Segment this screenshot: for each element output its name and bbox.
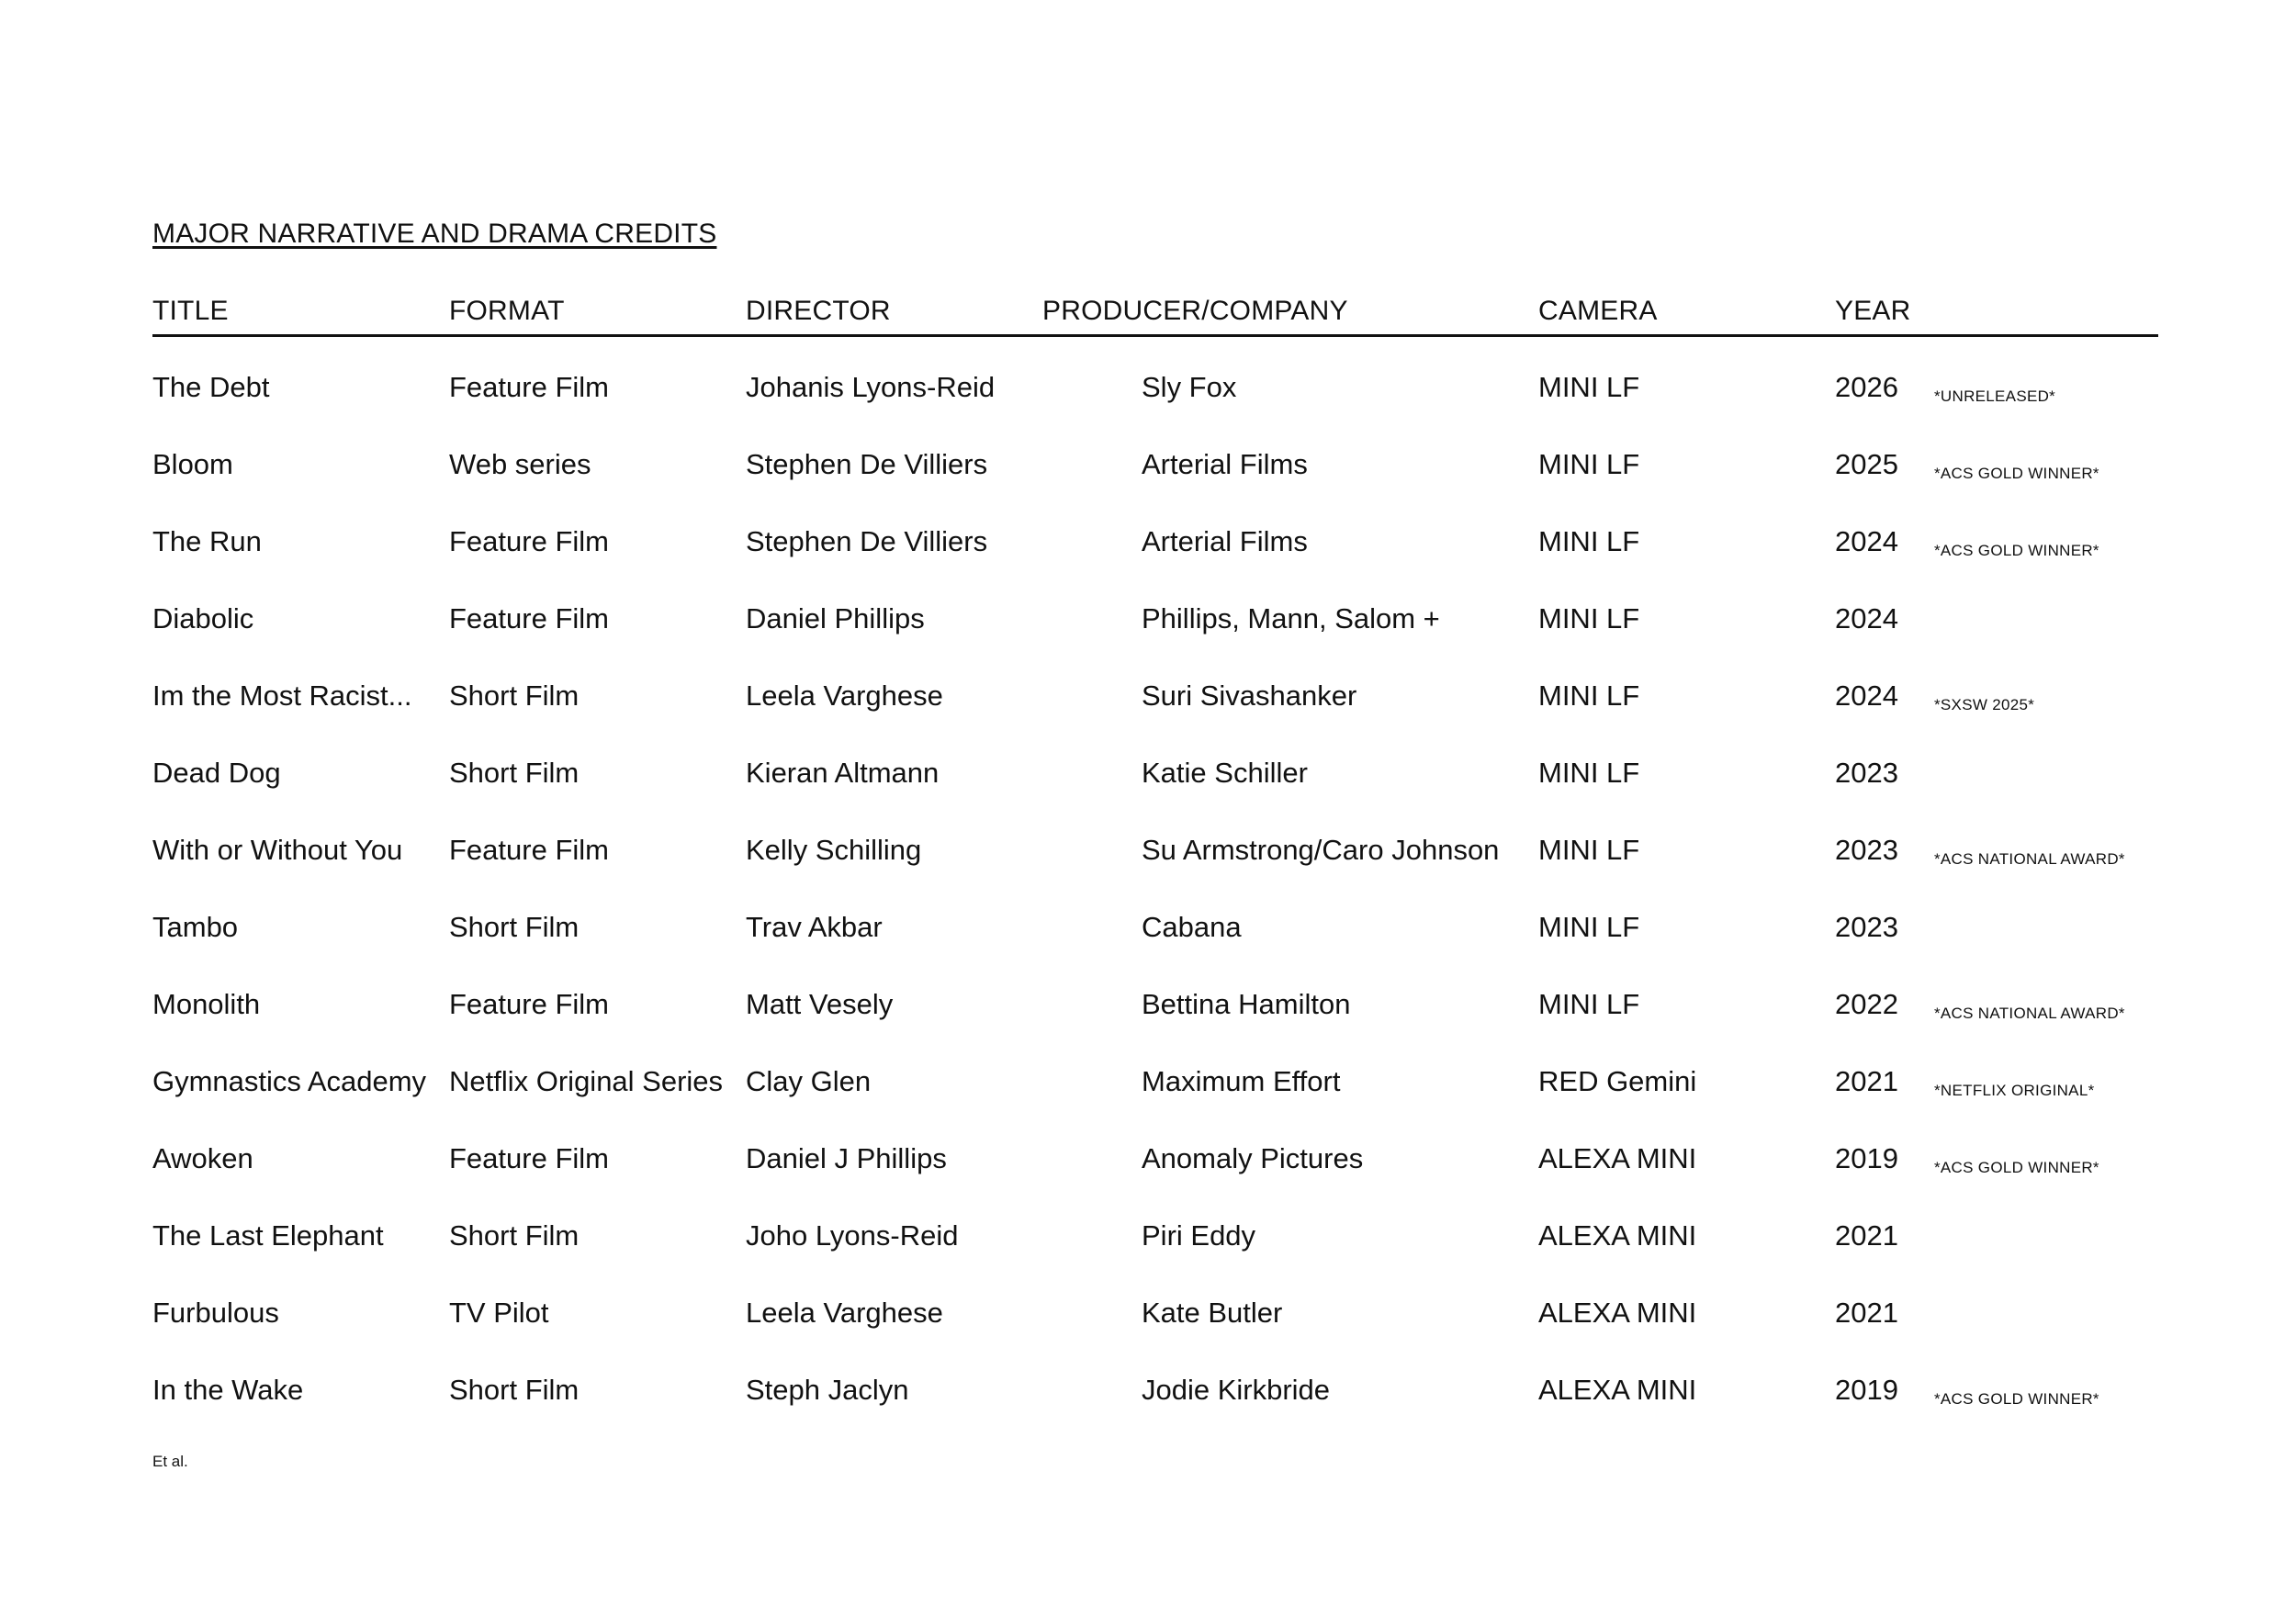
section-title: MAJOR NARRATIVE AND DRAMA CREDITS xyxy=(152,219,717,249)
credit-format: Feature Film xyxy=(449,525,609,557)
credit-producer: Anomaly Pictures xyxy=(1142,1142,1364,1174)
credit-year: 2024 xyxy=(1835,602,1898,634)
table-row xyxy=(152,448,2158,525)
credit-note: *ACS GOLD WINNER* xyxy=(1934,465,2099,482)
credit-year: 2024 xyxy=(1835,679,1898,712)
credit-title: Bloom xyxy=(152,448,233,480)
credit-title: With or Without You xyxy=(152,834,403,866)
credit-producer: Jodie Kirkbride xyxy=(1142,1374,1331,1406)
credit-format: Feature Film xyxy=(449,602,609,634)
credit-title: Im the Most Racist... xyxy=(152,679,412,712)
table-row xyxy=(152,834,2158,911)
credit-camera: ALEXA MINI xyxy=(1538,1374,1697,1406)
credit-director: Kieran Altmann xyxy=(746,757,940,789)
credit-producer: Cabana xyxy=(1142,911,1242,943)
credit-director: Daniel J Phillips xyxy=(746,1142,947,1174)
credit-year: 2024 xyxy=(1835,525,1898,557)
credit-title: Monolith xyxy=(152,988,261,1020)
credit-director: Clay Glen xyxy=(746,1065,872,1097)
credit-format: Short Film xyxy=(449,1374,580,1406)
header-producer: PRODUCER/COMPANY xyxy=(1042,296,1348,326)
credit-camera: MINI LF xyxy=(1538,988,1640,1020)
table-row xyxy=(152,1219,2158,1297)
credit-note: *SXSW 2025* xyxy=(1934,696,2035,713)
header-year: YEAR xyxy=(1835,296,1911,326)
credit-note: *ACS GOLD WINNER* xyxy=(1934,1390,2099,1408)
credit-producer: Bettina Hamilton xyxy=(1142,988,1351,1020)
credit-producer: Kate Butler xyxy=(1142,1297,1283,1329)
credit-director: Steph Jaclyn xyxy=(746,1374,909,1406)
credit-title: The Run xyxy=(152,525,262,557)
credit-title: Awoken xyxy=(152,1142,253,1174)
credit-note: *ACS GOLD WINNER* xyxy=(1934,542,2099,559)
table-header xyxy=(152,296,2158,337)
credit-producer: Piri Eddy xyxy=(1142,1219,1256,1252)
credit-format: Short Film xyxy=(449,679,580,712)
credit-format: Feature Film xyxy=(449,1142,609,1174)
credit-producer: Sly Fox xyxy=(1142,371,1237,403)
credit-title: Diabolic xyxy=(152,602,254,634)
credit-title: In the Wake xyxy=(152,1374,304,1406)
credit-director: Leela Varghese xyxy=(746,679,943,712)
credit-format: TV Pilot xyxy=(449,1297,549,1329)
credit-director: Daniel Phillips xyxy=(746,602,925,634)
table-row xyxy=(152,1297,2158,1374)
credit-format: Feature Film xyxy=(449,834,609,866)
credit-producer: Arterial Films xyxy=(1142,448,1308,480)
credit-camera: MINI LF xyxy=(1538,371,1640,403)
credit-producer: Phillips, Mann, Salom + xyxy=(1142,602,1440,634)
credit-year: 2026 xyxy=(1835,371,1898,403)
credit-note: *ACS GOLD WINNER* xyxy=(1934,1159,2099,1176)
credit-producer: Maximum Effort xyxy=(1142,1065,1341,1097)
credit-director: Stephen De Villiers xyxy=(746,448,988,480)
table-row xyxy=(152,602,2158,679)
credit-title: The Last Elephant xyxy=(152,1219,384,1252)
credit-format: Web series xyxy=(449,448,591,480)
credit-title: Dead Dog xyxy=(152,757,281,789)
credit-director: Johanis Lyons-Reid xyxy=(746,371,996,403)
credit-year: 2025 xyxy=(1835,448,1898,480)
credit-year: 2023 xyxy=(1835,911,1898,943)
credit-producer: Suri Sivashanker xyxy=(1142,679,1357,712)
credit-camera: ALEXA MINI xyxy=(1538,1219,1697,1252)
credit-camera: MINI LF xyxy=(1538,679,1640,712)
credit-year: 2021 xyxy=(1835,1297,1898,1329)
credit-director: Stephen De Villiers xyxy=(746,525,988,557)
table-row xyxy=(152,911,2158,988)
credit-note: *NETFLIX ORIGINAL* xyxy=(1934,1082,2095,1099)
credit-note: *ACS NATIONAL AWARD* xyxy=(1934,1005,2125,1022)
credit-camera: MINI LF xyxy=(1538,448,1640,480)
credit-format: Short Film xyxy=(449,1219,580,1252)
credit-year: 2019 xyxy=(1835,1142,1898,1174)
credit-format: Netflix Original Series xyxy=(449,1065,724,1097)
header-camera: CAMERA xyxy=(1538,296,1658,326)
credit-note: *UNRELEASED* xyxy=(1934,387,2056,405)
credit-camera: MINI LF xyxy=(1538,602,1640,634)
credit-title: The Debt xyxy=(152,371,270,403)
credit-year: 2021 xyxy=(1835,1219,1898,1252)
credit-year: 2021 xyxy=(1835,1065,1898,1097)
credit-title: Tambo xyxy=(152,911,239,943)
header-director: DIRECTOR xyxy=(746,296,891,326)
table-row xyxy=(152,371,2158,448)
credits-table xyxy=(152,371,2158,1451)
credit-format: Feature Film xyxy=(449,988,609,1020)
table-row xyxy=(152,988,2158,1065)
credit-director: Joho Lyons-Reid xyxy=(746,1219,959,1252)
credit-year: 2023 xyxy=(1835,757,1898,789)
credit-year: 2023 xyxy=(1835,834,1898,866)
table-row xyxy=(152,1065,2158,1142)
table-row xyxy=(152,1142,2158,1219)
credit-director: Kelly Schilling xyxy=(746,834,922,866)
credit-format: Short Film xyxy=(449,757,580,789)
table-row xyxy=(152,757,2158,834)
credit-producer: Katie Schiller xyxy=(1142,757,1308,789)
header-title: TITLE xyxy=(152,296,229,326)
table-row xyxy=(152,525,2158,602)
credit-camera: MINI LF xyxy=(1538,911,1640,943)
credit-camera: RED Gemini xyxy=(1538,1065,1697,1097)
credit-camera: MINI LF xyxy=(1538,757,1640,789)
credit-title: Furbulous xyxy=(152,1297,279,1329)
credit-camera: MINI LF xyxy=(1538,834,1640,866)
credit-format: Feature Film xyxy=(449,371,609,403)
credit-director: Trav Akbar xyxy=(746,911,883,943)
credit-note: *ACS NATIONAL AWARD* xyxy=(1934,850,2125,868)
credit-camera: ALEXA MINI xyxy=(1538,1142,1697,1174)
credit-director: Leela Varghese xyxy=(746,1297,943,1329)
credit-title: Gymnastics Academy xyxy=(152,1065,427,1097)
credit-producer: Su Armstrong/Caro Johnson xyxy=(1142,834,1500,866)
footer-note: Et al. xyxy=(152,1453,188,1470)
credit-director: Matt Vesely xyxy=(746,988,894,1020)
credit-producer: Arterial Films xyxy=(1142,525,1308,557)
credit-camera: ALEXA MINI xyxy=(1538,1297,1697,1329)
credit-camera: MINI LF xyxy=(1538,525,1640,557)
table-row xyxy=(152,1374,2158,1451)
credit-year: 2022 xyxy=(1835,988,1898,1020)
credit-format: Short Film xyxy=(449,911,580,943)
table-row xyxy=(152,679,2158,757)
header-format: FORMAT xyxy=(449,296,565,326)
credit-year: 2019 xyxy=(1835,1374,1898,1406)
